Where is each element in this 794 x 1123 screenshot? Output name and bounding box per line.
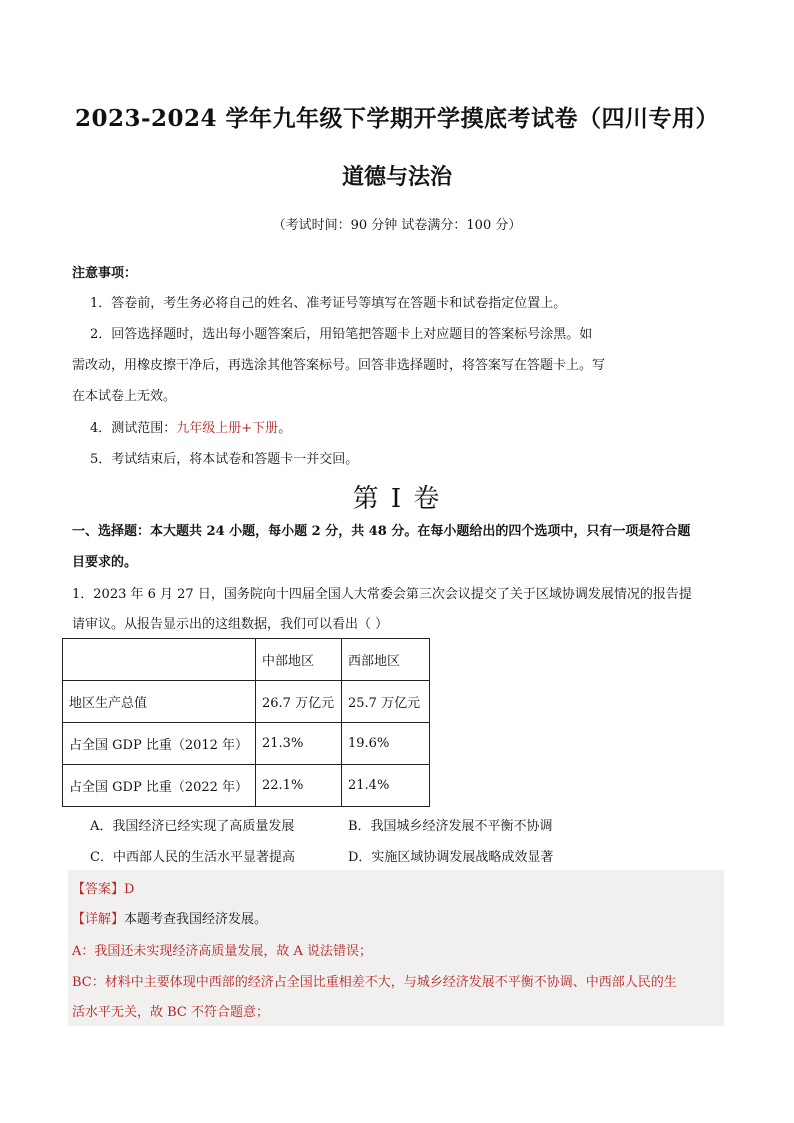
detail-text: 本题考查我国经济发展。	[124, 912, 268, 927]
answer-label: 【答案】	[72, 882, 125, 897]
notice-heading: 注意事项：	[72, 266, 138, 281]
table-cell: 25.7 万亿元	[342, 681, 430, 723]
section-heading-line-1: 一、选择题：本大题共 24 小题，每小题 2 分，共 48 分。在每小题给出的四个选项中，只有一项是符合题	[72, 524, 691, 539]
explanation-bc-line-1: BC：材料中主要体现中西部的经济占全国比重相差不大，与城乡经济发展不平衡不协调、中西部人民的生	[72, 975, 677, 990]
option-d: D．实施区域协调发展战略成效显著	[348, 850, 554, 865]
question-1-stem-line-2: 请审议。从报告显示出的这组数据，我们可以看出（ ）	[72, 617, 389, 632]
answer-line	[72, 878, 134, 897]
table-header-cell: 西部地区	[342, 639, 430, 681]
explanation-a: A：我国还未实现经济高质量发展，故 A 说法错误；	[72, 944, 373, 959]
notice-item-4	[90, 417, 291, 436]
table-header-row	[63, 639, 430, 681]
question-1-stem-line-1: 1．2023 年 6 月 27 日，国务院向十四届全国人大常委会第三次会议提交了关于区域协调发展情况的报告提	[72, 587, 692, 602]
notice-item-2-line-2: 需改动，用橡皮擦干净后，再选涂其他答案标号。回答非选择题时，将答案写在答题卡上。写	[72, 358, 606, 373]
notice-item-4-range: 九年级上册+下册	[176, 421, 279, 436]
notice-item-1: 1．答卷前，考生务必将自己的姓名、准考证号等填写在答题卡和试卷指定位置上。	[90, 296, 567, 311]
table-row	[63, 723, 430, 765]
table-row	[63, 681, 430, 723]
table-cell: 22.1%	[256, 765, 342, 807]
option-b: B．我国城乡经济发展不平衡不协调	[348, 819, 553, 834]
option-c: C．中西部人民的生活水平显著提高	[90, 850, 295, 865]
table-header-cell: 中部地区	[256, 639, 342, 681]
notice-item-2-line-3: 在本试卷上无效。	[72, 389, 177, 404]
table-cell: 21.3%	[256, 723, 342, 765]
notice-item-2-line-1: 2．回答选择题时，选出每小题答案后，用铅笔把答题卡上对应题目的答案标号涂黑。如	[90, 327, 593, 342]
table-cell: 19.6%	[342, 723, 430, 765]
option-a: A．我国经济已经实现了高质量发展	[90, 819, 295, 834]
table-cell: 21.4%	[342, 765, 430, 807]
notice-item-4-suffix: 。	[278, 421, 292, 436]
detail-line	[72, 908, 267, 927]
table-cell: 占全国 GDP 比重（2022 年）	[63, 765, 256, 807]
table-cell: 地区生产总值	[63, 681, 256, 723]
table-header-cell	[63, 639, 256, 681]
section-heading-line-2: 目要求的。	[72, 555, 138, 570]
explanation-bc-line-2: 活水平无关，故 BC 不符合题意；	[72, 1005, 270, 1020]
answer-value: D	[124, 882, 135, 897]
volume-title: 第 I 卷	[352, 484, 442, 514]
exam-info: （考试时间：90 分钟 试卷满分：100 分）	[272, 218, 522, 233]
notice-item-4-prefix: 4．测试范围：	[90, 421, 177, 436]
table-cell: 占全国 GDP 比重（2012 年）	[63, 723, 256, 765]
table-row	[63, 765, 430, 807]
notice-item-5: 5．考试结束后，将本试卷和答题卡一并交回。	[90, 452, 359, 467]
subject-title: 道德与法治	[341, 164, 452, 190]
question-1-data-table	[62, 638, 430, 807]
detail-label: 【详解】	[72, 912, 125, 927]
table-cell: 26.7 万亿元	[256, 681, 342, 723]
page-title: 2023-2024 学年九年级下学期开学摸底考试卷（四川专用）	[74, 105, 720, 132]
answer-block	[68, 870, 724, 1026]
